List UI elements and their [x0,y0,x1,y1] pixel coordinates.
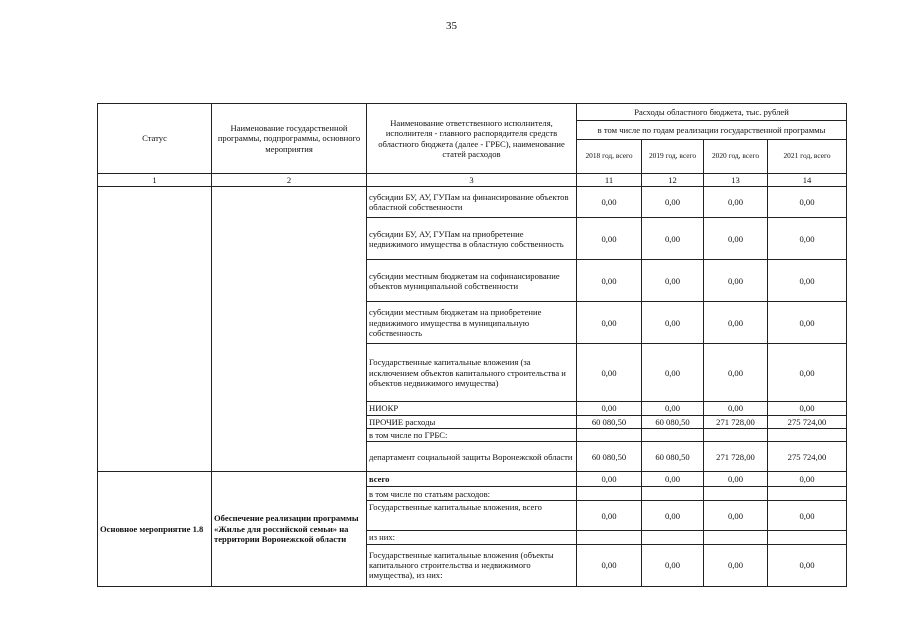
year-header: 2020 год, всего [704,140,768,174]
row-label: в том числе по статьям расходов: [367,487,577,501]
value-2018: 0,00 [577,472,642,487]
value-2020: 0,00 [704,260,768,302]
value-2018: 0,00 [577,260,642,302]
value-2019: 60 080,50 [642,442,704,472]
column-number: 12 [642,174,704,187]
measure-name-cell: Обеспечение реализации программы «Жилье для российской семьи» на территории Воронежской области [212,472,367,586]
value-2020: 271 728,00 [704,415,768,428]
row-label: департамент социальной защиты Воронежской области [367,442,577,472]
value-2019 [642,531,704,544]
column-number: 2 [212,174,367,187]
row-label: всего [367,472,577,487]
table-row [98,472,847,487]
program-name-cell [212,187,367,472]
value-2021 [768,428,847,441]
value-2020: 0,00 [704,344,768,402]
value-2021: 0,00 [768,302,847,344]
value-2019: 0,00 [642,187,704,218]
budget-table [97,103,847,587]
value-2020: 0,00 [704,302,768,344]
status-header: Статус [98,104,212,174]
measure-status-cell: Основное мероприятие 1.8 [98,472,212,586]
column-number: 13 [704,174,768,187]
by-years-header: в том числе по годам реализации государственной программы [577,121,847,140]
row-label: Государственные капитальные вложения (за исключением объектов капитального строительства и объектов недвижимого имущества) [367,344,577,402]
value-2021: 0,00 [768,218,847,260]
value-2018 [577,487,642,501]
header-row [98,104,847,121]
column-number: 11 [577,174,642,187]
status-cell [98,187,212,472]
executor-header: Наименование ответственного исполнителя, исполнителя - главного распорядителя средств областного бюджета (далее - ГРБС), наименование статей расходов [367,104,577,174]
value-2020: 0,00 [704,402,768,415]
value-2021: 275 724,00 [768,415,847,428]
value-2021: 0,00 [768,187,847,218]
value-2021 [768,487,847,501]
value-2021: 0,00 [768,544,847,586]
value-2020: 0,00 [704,218,768,260]
value-2020: 0,00 [704,187,768,218]
value-2018 [577,531,642,544]
row-label: субсидии БУ, АУ, ГУПам на приобретение недвижимого имущества в областную собственность [367,218,577,260]
row-label: субсидии БУ, АУ, ГУПам на финансирование объектов областной собственности [367,187,577,218]
column-number: 14 [768,174,847,187]
program-name-header: Наименование государственной программы, подпрограммы, основного мероприятия [212,104,367,174]
row-label: в том числе по ГРБС: [367,428,577,441]
value-2021 [768,531,847,544]
value-2020: 0,00 [704,501,768,531]
value-2020 [704,428,768,441]
year-header: 2021 год, всего [768,140,847,174]
value-2021: 0,00 [768,344,847,402]
value-2019: 0,00 [642,218,704,260]
value-2021: 0,00 [768,472,847,487]
year-header: 2019 год, всего [642,140,704,174]
row-label: субсидии местным бюджетам на софинансирование объектов муниципальной собственности [367,260,577,302]
row-label: НИОКР [367,402,577,415]
column-number-row [98,174,847,187]
value-2020: 0,00 [704,544,768,586]
value-2019 [642,487,704,501]
table-row [98,187,847,218]
value-2019: 0,00 [642,402,704,415]
value-2019: 0,00 [642,302,704,344]
page-number: 35 [446,20,457,32]
expenses-header: Расходы областного бюджета, тыс. рублей [577,104,847,121]
value-2020: 0,00 [704,472,768,487]
value-2020: 271 728,00 [704,442,768,472]
value-2018: 0,00 [577,218,642,260]
value-2019: 0,00 [642,501,704,531]
value-2018: 0,00 [577,187,642,218]
value-2018: 0,00 [577,302,642,344]
value-2018: 0,00 [577,501,642,531]
value-2018: 60 080,50 [577,415,642,428]
value-2019: 0,00 [642,544,704,586]
column-number: 3 [367,174,577,187]
row-label: Государственные капитальные вложения (объекты капитального строительства и недвижимого имущества), из них: [367,544,577,586]
row-label: субсидии местным бюджетам на приобретение недвижимого имущества в муниципальную собственность [367,302,577,344]
value-2018: 60 080,50 [577,442,642,472]
year-header: 2018 год, всего [577,140,642,174]
value-2019: 0,00 [642,472,704,487]
value-2019: 60 080,50 [642,415,704,428]
value-2021: 275 724,00 [768,442,847,472]
value-2019 [642,428,704,441]
row-label: из них: [367,531,577,544]
value-2018: 0,00 [577,344,642,402]
value-2021: 0,00 [768,260,847,302]
value-2018 [577,428,642,441]
value-2019: 0,00 [642,344,704,402]
value-2019: 0,00 [642,260,704,302]
row-label: Государственные капитальные вложения, всего [367,501,577,531]
value-2020 [704,487,768,501]
value-2018: 0,00 [577,544,642,586]
value-2021: 0,00 [768,402,847,415]
value-2018: 0,00 [577,402,642,415]
row-label: ПРОЧИЕ расходы [367,415,577,428]
value-2021: 0,00 [768,501,847,531]
value-2020 [704,531,768,544]
column-number: 1 [98,174,212,187]
